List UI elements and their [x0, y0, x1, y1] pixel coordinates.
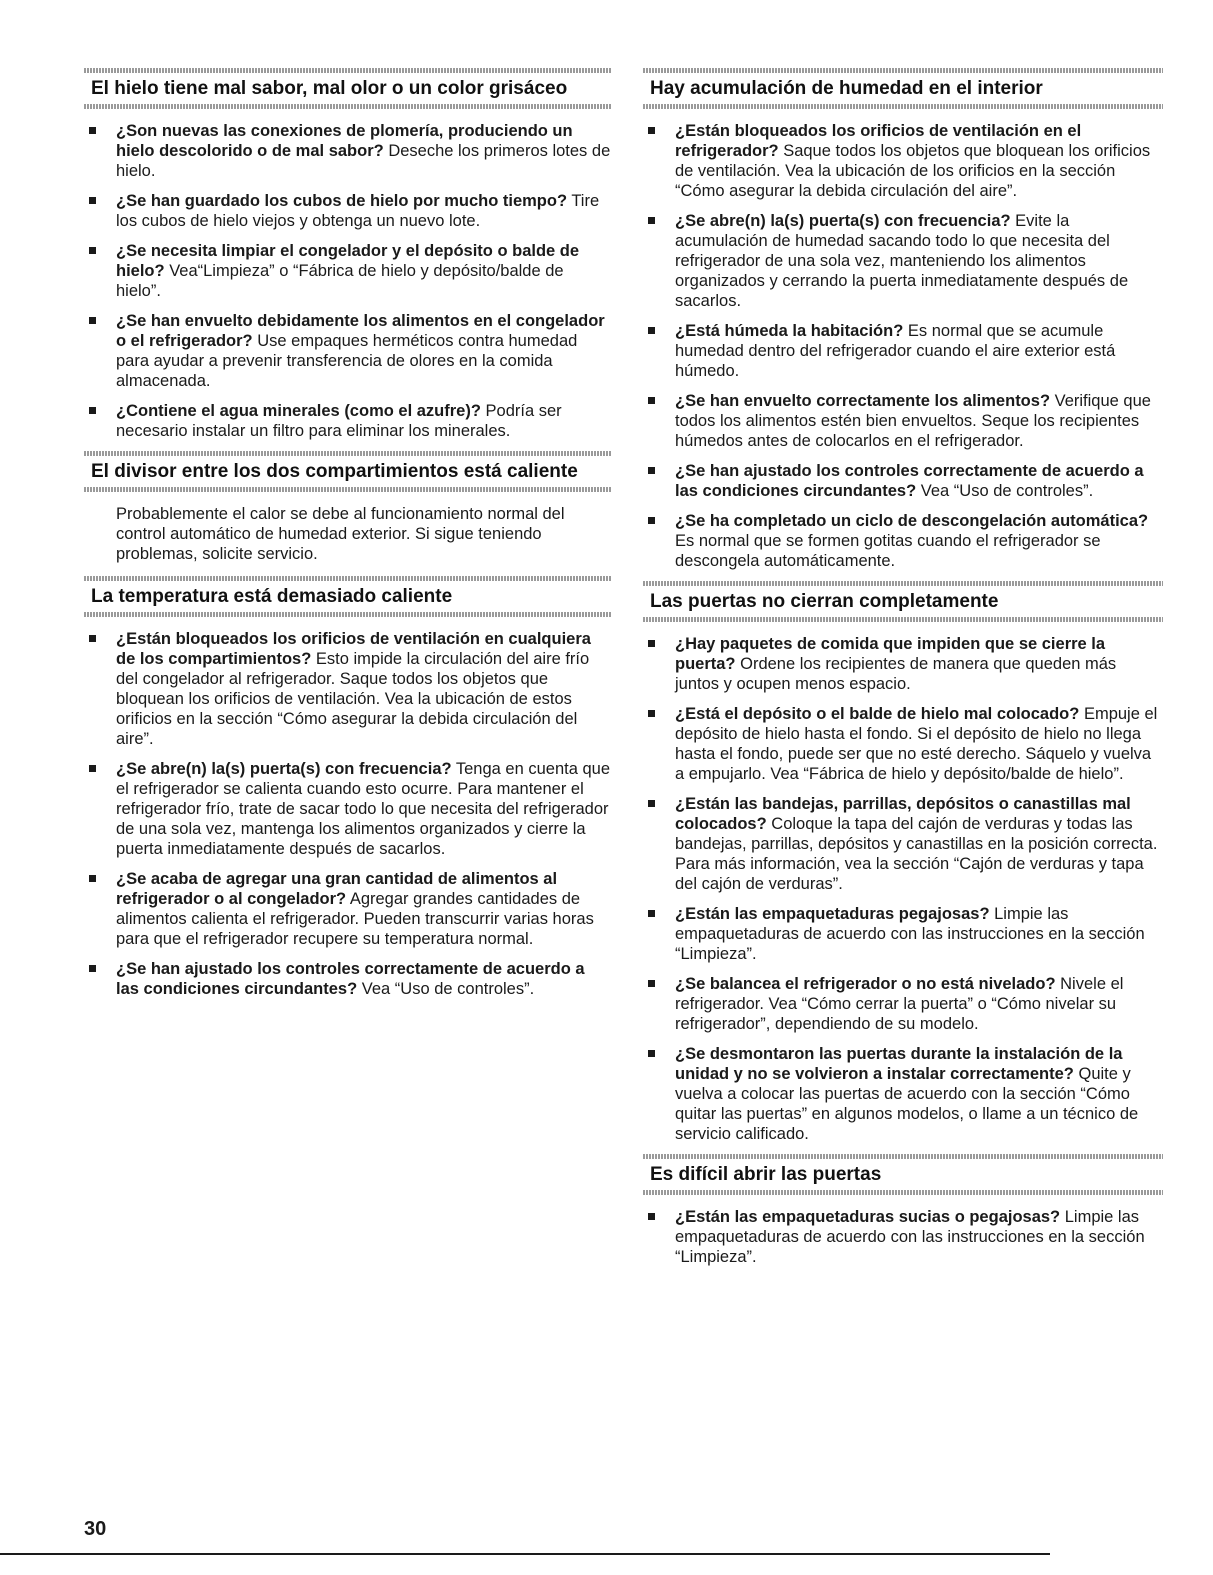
list-item [643, 211, 1163, 311]
question: ¿Se han guardado los cubos de hielo por mucho tiempo? [116, 192, 568, 210]
square-bullet-icon [89, 765, 96, 772]
answer: Quite y vuelva a colocar las puertas de acuerdo con la sección “Cómo quitar las puertas” en algunos modelos, o llame a un técnico de servicio calificado. [675, 1065, 1139, 1143]
square-bullet-icon [648, 517, 655, 524]
list-item [643, 904, 1163, 964]
right-column [643, 68, 1163, 1277]
square-bullet-icon [648, 800, 655, 807]
answer: Use empaques herméticos contra humedad para ayudar a prevenir transferencia de olores en la comida almacenada. [116, 332, 578, 390]
question: ¿Se ha completado un ciclo de descongelación automática? [675, 512, 1149, 530]
bullet-list [84, 629, 612, 999]
square-bullet-icon [89, 635, 96, 642]
dotted-rule-bottom [84, 612, 612, 617]
square-bullet-icon [89, 407, 96, 414]
dotted-rule-bottom [643, 1190, 1163, 1195]
page-number: 30 [84, 1518, 107, 1540]
question: ¿Está húmeda la habitación? [675, 322, 904, 340]
answer: Limpie las empaquetaduras de acuerdo con las instrucciones en la sección “Limpieza”. [675, 905, 1145, 963]
answer: Vea “Uso de controles”. [920, 482, 1094, 500]
question: ¿Está el depósito o el balde de hielo mal colocado? [675, 705, 1080, 723]
question: ¿Se desmontaron las puertas durante la instalación de la unidad y no se volvieron a instalar correctamente? [675, 1045, 1123, 1083]
list-item [643, 704, 1163, 784]
section-title: El divisor entre los dos compartimientos está caliente [91, 461, 578, 482]
list-item [84, 191, 612, 231]
answer: Evite la acumulación de humedad sacando todo lo que necesita del refrigerador de una sola vez, manteniendo los alimentos organizados y cerrando la puerta inmediatamente después de sacarlos. [675, 212, 1129, 310]
question: ¿Contiene el agua minerales (como el azufre)? [116, 402, 481, 420]
question: ¿Están las bandejas, parrillas, depósitos o canastillas mal colocados? [675, 795, 1131, 833]
list-item [84, 629, 612, 749]
dotted-rule-bottom [643, 617, 1163, 622]
answer: Vea “Uso de controles”. [361, 980, 535, 998]
list-item [84, 401, 612, 441]
section-title: Es difícil abrir las puertas [650, 1164, 882, 1185]
section-divider-warm [84, 451, 612, 564]
list-item [643, 1044, 1163, 1144]
square-bullet-icon [648, 397, 655, 404]
question: ¿Se abre(n) la(s) puerta(s) con frecuencia? [675, 212, 1011, 230]
list-item [643, 794, 1163, 894]
square-bullet-icon [648, 327, 655, 334]
answer: Verifique que todos los alimentos estén bien envueltos. Seque los recipientes húmedos antes de colocarlos en el refrigerador. [675, 392, 1151, 450]
dotted-rule-bottom [643, 104, 1163, 109]
bullet-list [643, 121, 1163, 571]
section-header [84, 576, 612, 617]
question: ¿Son nuevas las conexiones de plomería, produciendo un hielo descolorido o de mal sabor? [116, 122, 573, 160]
question: ¿Se necesita limpiar el congelador y el depósito o balde de hielo? [116, 242, 580, 280]
list-item [643, 461, 1163, 501]
question: ¿Se balancea el refrigerador o no está nivelado? [675, 975, 1056, 993]
question: ¿Se han ajustado los controles correctamente de acuerdo a las condiciones circundantes? [116, 960, 585, 998]
square-bullet-icon [648, 710, 655, 717]
left-column [84, 68, 612, 1009]
list-item [84, 241, 612, 301]
answer: Deseche los primeros lotes de hielo. [116, 142, 611, 180]
answer: Ordene los recipientes de manera que queden más juntos y ocupen menos espacio. [675, 655, 1117, 693]
section-temperature-warm [84, 576, 612, 999]
footer-rule [0, 1553, 1050, 1555]
square-bullet-icon [89, 197, 96, 204]
list-item [643, 1207, 1163, 1267]
answer: Tenga en cuenta que el refrigerador se calienta cuando esto ocurre. Para mantener el refrigerador frío, trate de sacar todo lo que necesita del refrigerador de una sola vez, mantenga los alimentos organizados y cierre la puerta inmediatamente después de sacarlos. [116, 760, 611, 858]
list-item [84, 759, 612, 859]
answer: Es normal que se formen gotitas cuando el refrigerador se descongela automáticamente. [675, 532, 1101, 570]
list-item [84, 121, 612, 181]
section-paragraph: Probablemente el calor se debe al funcionamiento normal del control automático de humedad exterior. Si sigue teniendo problemas, solicite servicio. [116, 505, 565, 563]
list-item [643, 634, 1163, 694]
answer: Saque todos los objetos que bloquean los orificios de ventilación. Vea la ubicación de los orificios en la sección “Cómo asegurar la debida circulación del aire”. [675, 142, 1151, 200]
square-bullet-icon [89, 965, 96, 972]
square-bullet-icon [89, 875, 96, 882]
list-item [84, 869, 612, 949]
question: ¿Están bloqueados los orificios de ventilación en el refrigerador? [675, 122, 1082, 160]
section-title: Las puertas no cierran completamente [650, 591, 999, 612]
answer: Vea“Limpieza” o “Fábrica de hielo y depósito/balde de hielo”. [116, 262, 564, 300]
answer: Empuje el depósito de hielo hasta el fondo. Si el depósito de hielo no llega hasta el fondo, puede ser que no esté derecho. Sáquelo y vuelva a empujarlo. Vea “Fábrica de hielo y depósito/balde de hielo”. [675, 705, 1158, 783]
answer: Agregar grandes cantidades de alimentos calienta el refrigerador. Pueden transcurrir varias horas para que el refrigerador recupere su temperatura normal. [116, 890, 594, 948]
square-bullet-icon [648, 467, 655, 474]
square-bullet-icon [648, 1213, 655, 1220]
section-header [84, 451, 612, 492]
answer: Limpie las empaquetaduras de acuerdo con las instrucciones en la sección “Limpieza”. [675, 1208, 1145, 1266]
bullet-list [643, 1207, 1163, 1267]
answer: Es normal que se acumule humedad dentro del refrigerador cuando el aire exterior está húmedo. [675, 322, 1116, 380]
square-bullet-icon [648, 640, 655, 647]
question: ¿Se acaba de agregar una gran cantidad de alimentos al refrigerador o al congelador? [116, 870, 558, 908]
dotted-rule-bottom [84, 487, 612, 492]
answer: Tire los cubos de hielo viejos y obtenga un nuevo lote. [116, 192, 600, 230]
square-bullet-icon [89, 317, 96, 324]
question: ¿Están las empaquetaduras sucias o pegajosas? [675, 1208, 1061, 1226]
section-header [643, 1154, 1163, 1195]
question: ¿Se han envuelto correctamente los alimentos? [675, 392, 1051, 410]
list-item [84, 311, 612, 391]
square-bullet-icon [648, 217, 655, 224]
bullet-list [84, 121, 612, 441]
list-item [643, 121, 1163, 201]
list-item [643, 391, 1163, 451]
question: ¿Se abre(n) la(s) puerta(s) con frecuencia? [116, 760, 452, 778]
section-ice-taste [84, 68, 612, 441]
square-bullet-icon [648, 1050, 655, 1057]
question: ¿Están bloqueados los orificios de ventilación en cualquiera de los compartimientos? [116, 630, 591, 668]
section-title: La temperatura está demasiado caliente [91, 586, 453, 607]
question: ¿Se han ajustado los controles correctamente de acuerdo a las condiciones circundantes? [675, 462, 1144, 500]
section-doors-hard-to-open [643, 1154, 1163, 1267]
list-item [643, 511, 1163, 571]
square-bullet-icon [648, 980, 655, 987]
section-title: Hay acumulación de humedad en el interior [650, 78, 1043, 99]
section-header [84, 68, 612, 109]
question: ¿Están las empaquetaduras pegajosas? [675, 905, 990, 923]
section-title: El hielo tiene mal sabor, mal olor o un color grisáceo [91, 78, 568, 99]
question: ¿Hay paquetes de comida que impiden que se cierre la puerta? [675, 635, 1106, 673]
square-bullet-icon [648, 910, 655, 917]
list-item [643, 321, 1163, 381]
dotted-rule-bottom [84, 104, 612, 109]
bullet-list [643, 634, 1163, 1144]
answer: Nivele el refrigerador. Vea “Cómo cerrar la puerta” o “Cómo nivelar su refrigerador”, dependiendo de su modelo. [675, 975, 1124, 1033]
section-doors-not-closing [643, 581, 1163, 1144]
question: ¿Se han envuelto debidamente los alimentos en el congelador o el refrigerador? [116, 312, 605, 350]
section-header [643, 581, 1163, 622]
square-bullet-icon [89, 247, 96, 254]
square-bullet-icon [89, 127, 96, 134]
answer: Esto impide la circulación del aire frío del congelador al refrigerador. Saque todos los objetos que bloquean los orificios de ventilación. Vea la ubicación de estos orificios en la sección “Cómo asegurar la debida circulación del aire”. [116, 650, 590, 748]
section-moisture [643, 68, 1163, 571]
square-bullet-icon [648, 127, 655, 134]
list-item [84, 959, 612, 999]
answer: Podría ser necesario instalar un filtro para eliminar los minerales. [116, 402, 562, 440]
list-item [643, 974, 1163, 1034]
section-header [643, 68, 1163, 109]
answer: Coloque la tapa del cajón de verduras y todas las bandejas, parrillas, depósitos y canastillas en la posición correcta. Para más información, vea la sección “Cajón de verduras y tapa del cajón de verduras”. [675, 815, 1158, 893]
